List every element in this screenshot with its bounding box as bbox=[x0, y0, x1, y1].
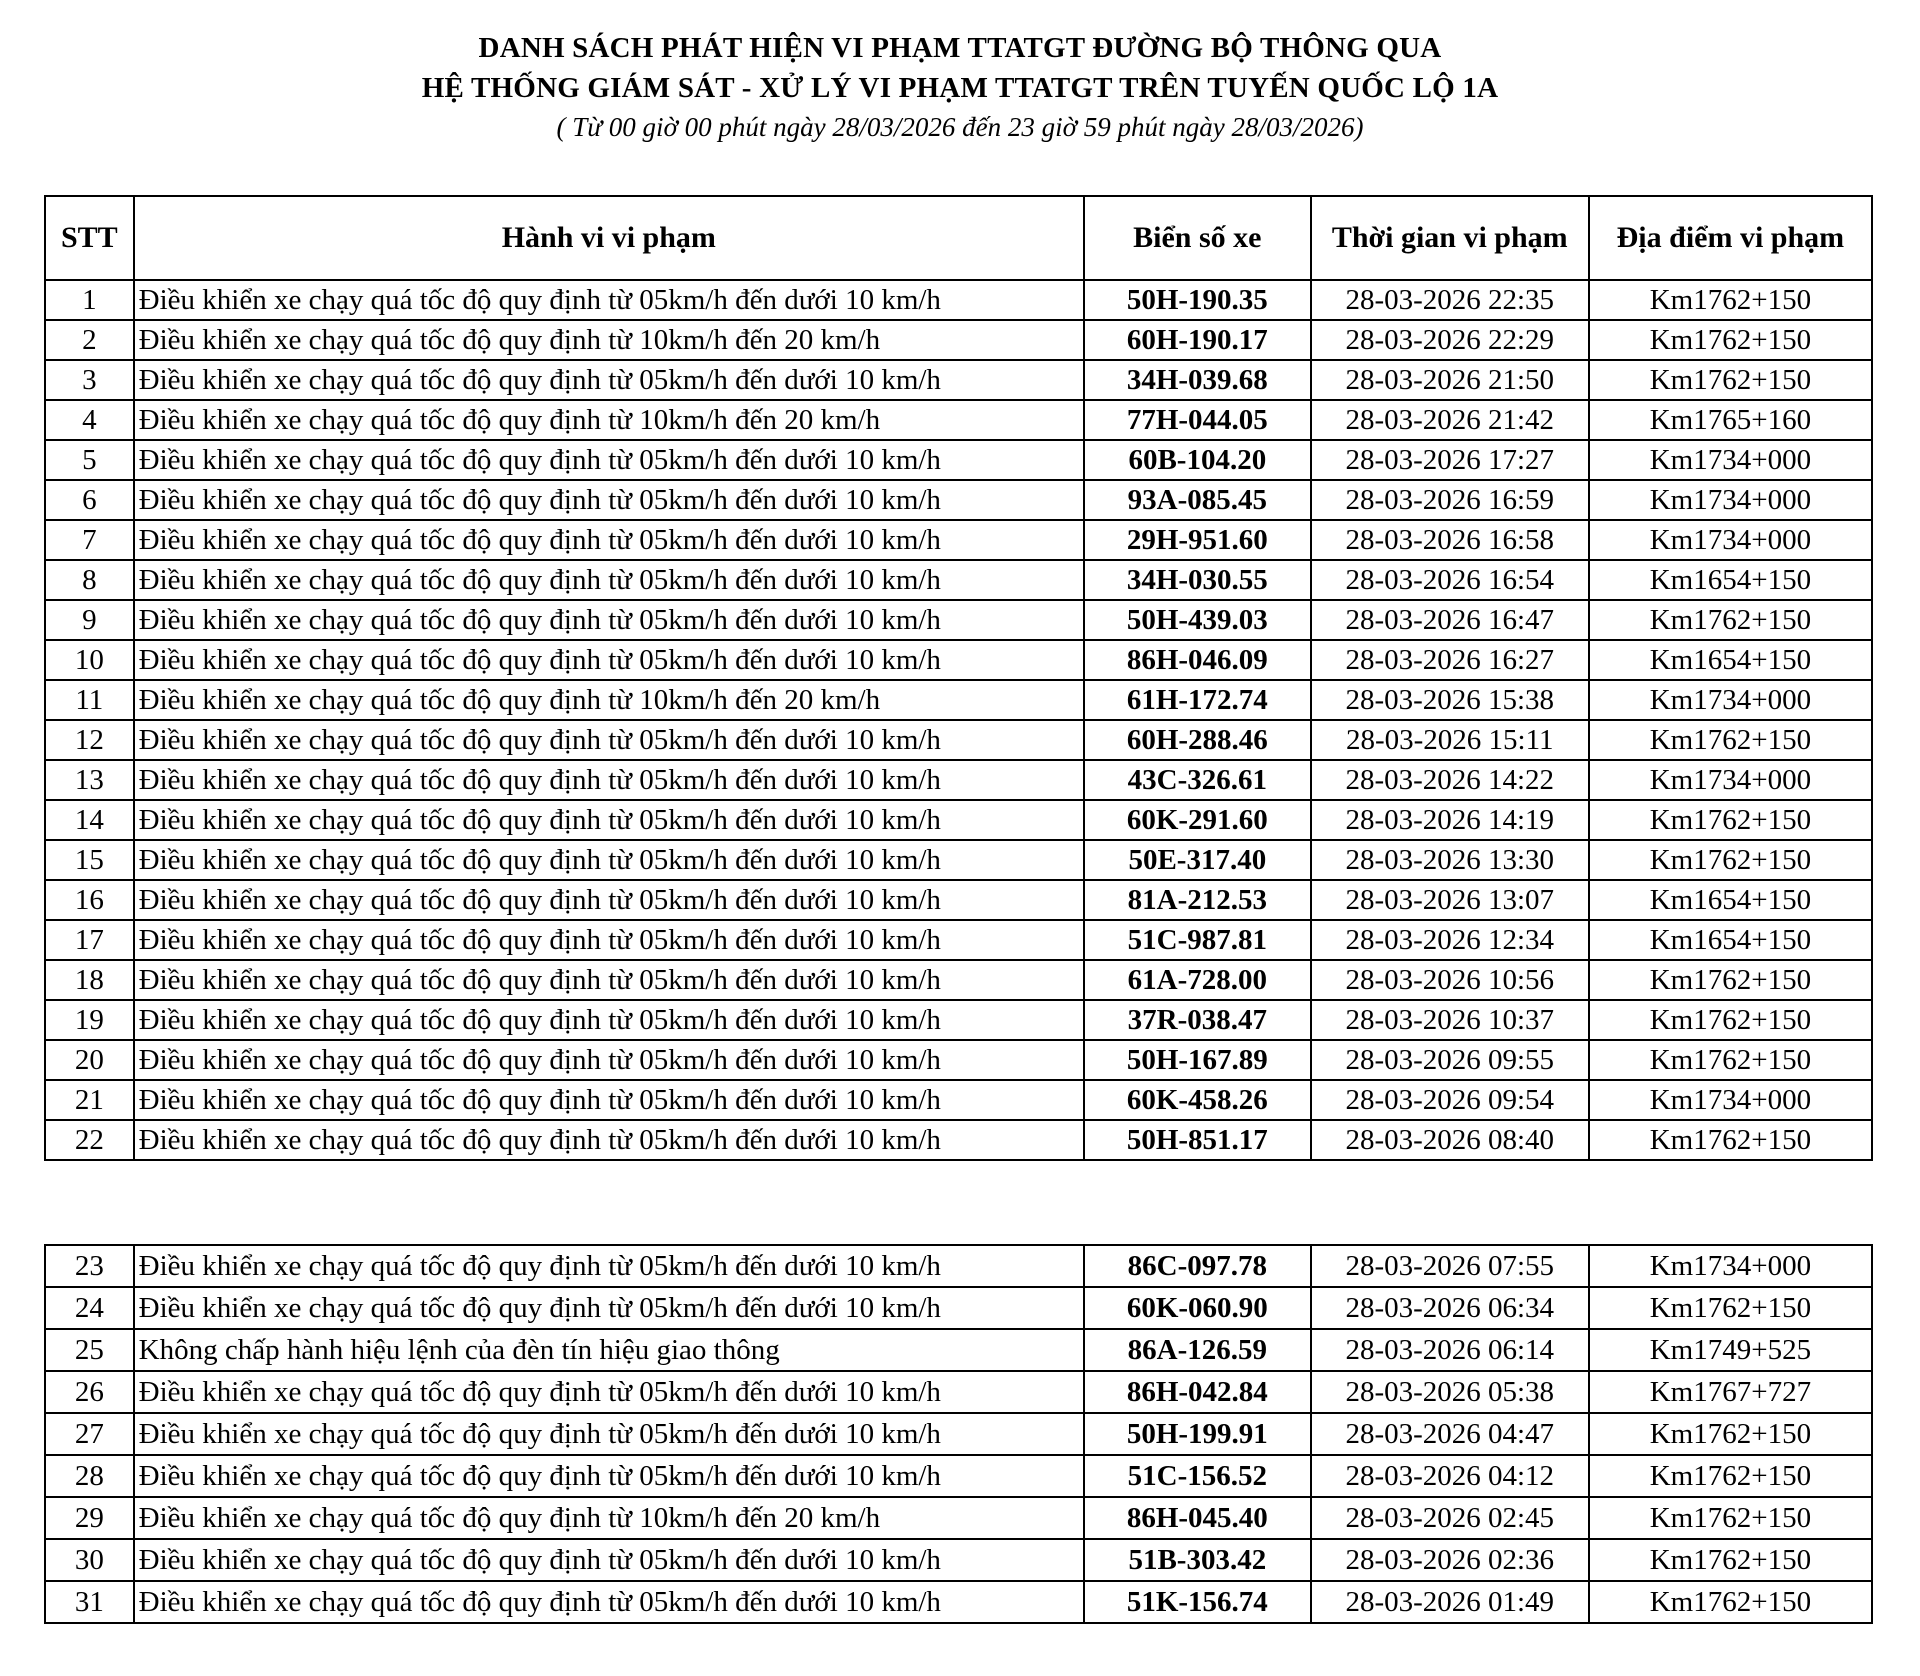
row-violation: Điều khiển xe chạy quá tốc độ quy định từ 10km/h đến 20 km/h bbox=[134, 1497, 1084, 1539]
document-title-line-2: HỆ THỐNG GIÁM SÁT - XỬ LÝ VI PHẠM TTATGT TRÊN TUYẾN QUỐC LỘ 1A bbox=[421, 72, 1499, 104]
row-location: Km1762+150 bbox=[1589, 1581, 1872, 1623]
table-row bbox=[45, 480, 1872, 520]
row-stt: 15 bbox=[45, 840, 134, 880]
row-time: 28-03-2026 06:14 bbox=[1311, 1329, 1589, 1371]
row-time: 28-03-2026 08:40 bbox=[1311, 1120, 1589, 1160]
row-stt: 25 bbox=[45, 1329, 134, 1371]
row-violation: Điều khiển xe chạy quá tốc độ quy định từ 05km/h đến dưới 10 km/h bbox=[134, 840, 1084, 880]
row-violation: Điều khiển xe chạy quá tốc độ quy định từ 05km/h đến dưới 10 km/h bbox=[134, 1371, 1084, 1413]
row-stt: 16 bbox=[45, 880, 134, 920]
row-violation: Điều khiển xe chạy quá tốc độ quy định từ 05km/h đến dưới 10 km/h bbox=[134, 280, 1084, 320]
table-row bbox=[45, 1329, 1872, 1371]
row-time: 28-03-2026 21:42 bbox=[1311, 400, 1589, 440]
row-time: 28-03-2026 14:19 bbox=[1311, 800, 1589, 840]
row-location: Km1762+150 bbox=[1589, 1497, 1872, 1539]
row-time: 28-03-2026 22:35 bbox=[1311, 280, 1589, 320]
row-location: Km1654+150 bbox=[1589, 560, 1872, 600]
row-violation: Điều khiển xe chạy quá tốc độ quy định từ 05km/h đến dưới 10 km/h bbox=[134, 480, 1084, 520]
row-time: 28-03-2026 04:12 bbox=[1311, 1455, 1589, 1497]
table-row bbox=[45, 1539, 1872, 1581]
row-location: Km1734+000 bbox=[1589, 1245, 1872, 1287]
row-violation: Điều khiển xe chạy quá tốc độ quy định từ 05km/h đến dưới 10 km/h bbox=[134, 520, 1084, 560]
row-stt: 2 bbox=[45, 320, 134, 360]
row-location: Km1762+150 bbox=[1589, 800, 1872, 840]
row-time: 28-03-2026 13:07 bbox=[1311, 880, 1589, 920]
row-time: 28-03-2026 01:49 bbox=[1311, 1581, 1589, 1623]
row-plate: 50H-167.89 bbox=[1084, 1040, 1311, 1080]
row-plate: 51C-987.81 bbox=[1084, 920, 1311, 960]
row-time: 28-03-2026 16:58 bbox=[1311, 520, 1589, 560]
row-stt: 28 bbox=[45, 1455, 134, 1497]
row-stt: 8 bbox=[45, 560, 134, 600]
table-row bbox=[45, 360, 1872, 400]
table-row bbox=[45, 840, 1872, 880]
row-stt: 27 bbox=[45, 1413, 134, 1455]
row-location: Km1762+150 bbox=[1589, 1120, 1872, 1160]
row-violation: Điều khiển xe chạy quá tốc độ quy định từ 05km/h đến dưới 10 km/h bbox=[134, 1413, 1084, 1455]
row-location: Km1765+160 bbox=[1589, 400, 1872, 440]
row-plate: 60H-190.17 bbox=[1084, 320, 1311, 360]
row-stt: 26 bbox=[45, 1371, 134, 1413]
row-stt: 1 bbox=[45, 280, 134, 320]
row-location: Km1762+150 bbox=[1589, 280, 1872, 320]
row-location: Km1762+150 bbox=[1589, 600, 1872, 640]
row-time: 28-03-2026 05:38 bbox=[1311, 1371, 1589, 1413]
row-time: 28-03-2026 06:34 bbox=[1311, 1287, 1589, 1329]
row-stt: 9 bbox=[45, 600, 134, 640]
header-stt: STT bbox=[45, 196, 134, 280]
row-time: 28-03-2026 10:37 bbox=[1311, 1000, 1589, 1040]
table-body-part-2 bbox=[45, 1245, 1872, 1623]
row-time: 28-03-2026 12:34 bbox=[1311, 920, 1589, 960]
row-plate: 37R-038.47 bbox=[1084, 1000, 1311, 1040]
row-time: 28-03-2026 17:27 bbox=[1311, 440, 1589, 480]
table-row bbox=[45, 520, 1872, 560]
table-row bbox=[45, 880, 1872, 920]
row-stt: 18 bbox=[45, 960, 134, 1000]
header-plate: Biển số xe bbox=[1084, 196, 1311, 280]
row-location: Km1654+150 bbox=[1589, 920, 1872, 960]
row-plate: 93A-085.45 bbox=[1084, 480, 1311, 520]
row-stt: 31 bbox=[45, 1581, 134, 1623]
row-time: 28-03-2026 10:56 bbox=[1311, 960, 1589, 1000]
row-time: 28-03-2026 09:55 bbox=[1311, 1040, 1589, 1080]
table-row bbox=[45, 800, 1872, 840]
row-violation: Điều khiển xe chạy quá tốc độ quy định từ 05km/h đến dưới 10 km/h bbox=[134, 760, 1084, 800]
header-location: Địa điểm vi phạm bbox=[1589, 196, 1872, 280]
row-plate: 29H-951.60 bbox=[1084, 520, 1311, 560]
table-row bbox=[45, 1080, 1872, 1120]
row-plate: 81A-212.53 bbox=[1084, 880, 1311, 920]
row-violation: Điều khiển xe chạy quá tốc độ quy định từ 05km/h đến dưới 10 km/h bbox=[134, 1080, 1084, 1120]
table-row bbox=[45, 1371, 1872, 1413]
row-stt: 22 bbox=[45, 1120, 134, 1160]
table-row bbox=[45, 1581, 1872, 1623]
row-violation: Điều khiển xe chạy quá tốc độ quy định từ 05km/h đến dưới 10 km/h bbox=[134, 360, 1084, 400]
row-time: 28-03-2026 02:45 bbox=[1311, 1497, 1589, 1539]
row-location: Km1762+150 bbox=[1589, 360, 1872, 400]
row-stt: 5 bbox=[45, 440, 134, 480]
row-location: Km1762+150 bbox=[1589, 1455, 1872, 1497]
row-time: 28-03-2026 07:55 bbox=[1311, 1245, 1589, 1287]
row-violation: Điều khiển xe chạy quá tốc độ quy định từ 05km/h đến dưới 10 km/h bbox=[134, 1000, 1084, 1040]
document-header bbox=[0, 28, 1920, 146]
row-stt: 29 bbox=[45, 1497, 134, 1539]
row-location: Km1762+150 bbox=[1589, 320, 1872, 360]
row-stt: 11 bbox=[45, 680, 134, 720]
row-stt: 13 bbox=[45, 760, 134, 800]
row-location: Km1767+727 bbox=[1589, 1371, 1872, 1413]
row-violation: Điều khiển xe chạy quá tốc độ quy định từ 05km/h đến dưới 10 km/h bbox=[134, 440, 1084, 480]
row-location: Km1654+150 bbox=[1589, 640, 1872, 680]
table-row bbox=[45, 1413, 1872, 1455]
row-stt: 6 bbox=[45, 480, 134, 520]
row-location: Km1762+150 bbox=[1589, 1287, 1872, 1329]
row-location: Km1734+000 bbox=[1589, 1080, 1872, 1120]
row-violation: Không chấp hành hiệu lệnh của đèn tín hiệu giao thông bbox=[134, 1329, 1084, 1371]
row-violation: Điều khiển xe chạy quá tốc độ quy định từ 05km/h đến dưới 10 km/h bbox=[134, 1287, 1084, 1329]
row-location: Km1762+150 bbox=[1589, 1040, 1872, 1080]
row-time: 28-03-2026 21:50 bbox=[1311, 360, 1589, 400]
row-violation: Điều khiển xe chạy quá tốc độ quy định từ 05km/h đến dưới 10 km/h bbox=[134, 1455, 1084, 1497]
row-stt: 17 bbox=[45, 920, 134, 960]
row-plate: 86A-126.59 bbox=[1084, 1329, 1311, 1371]
table-row bbox=[45, 600, 1872, 640]
row-time: 28-03-2026 22:29 bbox=[1311, 320, 1589, 360]
table-row bbox=[45, 720, 1872, 760]
row-time: 28-03-2026 15:11 bbox=[1311, 720, 1589, 760]
row-plate: 34H-039.68 bbox=[1084, 360, 1311, 400]
table-row bbox=[45, 1040, 1872, 1080]
row-time: 28-03-2026 14:22 bbox=[1311, 760, 1589, 800]
row-plate: 34H-030.55 bbox=[1084, 560, 1311, 600]
row-violation: Điều khiển xe chạy quá tốc độ quy định từ 05km/h đến dưới 10 km/h bbox=[134, 880, 1084, 920]
row-plate: 50H-190.35 bbox=[1084, 280, 1311, 320]
table-row bbox=[45, 920, 1872, 960]
row-violation: Điều khiển xe chạy quá tốc độ quy định từ 10km/h đến 20 km/h bbox=[134, 320, 1084, 360]
violations-table-part-2 bbox=[44, 1244, 1873, 1624]
row-location: Km1734+000 bbox=[1589, 440, 1872, 480]
document-date-range: ( Từ 00 giờ 00 phút ngày 28/03/2026 đến 23 giờ 59 phút ngày 28/03/2026) bbox=[556, 112, 1364, 142]
row-violation: Điều khiển xe chạy quá tốc độ quy định từ 05km/h đến dưới 10 km/h bbox=[134, 960, 1084, 1000]
table-row bbox=[45, 560, 1872, 600]
row-stt: 3 bbox=[45, 360, 134, 400]
row-plate: 60K-060.90 bbox=[1084, 1287, 1311, 1329]
row-time: 28-03-2026 13:30 bbox=[1311, 840, 1589, 880]
row-location: Km1734+000 bbox=[1589, 480, 1872, 520]
row-location: Km1749+525 bbox=[1589, 1329, 1872, 1371]
row-violation: Điều khiển xe chạy quá tốc độ quy định từ 05km/h đến dưới 10 km/h bbox=[134, 720, 1084, 760]
row-location: Km1734+000 bbox=[1589, 520, 1872, 560]
row-stt: 24 bbox=[45, 1287, 134, 1329]
row-time: 28-03-2026 16:27 bbox=[1311, 640, 1589, 680]
row-violation: Điều khiển xe chạy quá tốc độ quy định từ 05km/h đến dưới 10 km/h bbox=[134, 640, 1084, 680]
table-row bbox=[45, 1245, 1872, 1287]
row-location: Km1734+000 bbox=[1589, 760, 1872, 800]
header-time: Thời gian vi phạm bbox=[1311, 196, 1589, 280]
row-violation: Điều khiển xe chạy quá tốc độ quy định từ 05km/h đến dưới 10 km/h bbox=[134, 920, 1084, 960]
row-plate: 60H-288.46 bbox=[1084, 720, 1311, 760]
table-header-row bbox=[45, 196, 1872, 280]
row-violation: Điều khiển xe chạy quá tốc độ quy định từ 05km/h đến dưới 10 km/h bbox=[134, 1040, 1084, 1080]
row-stt: 7 bbox=[45, 520, 134, 560]
table-body-part-1 bbox=[45, 280, 1872, 1160]
row-plate: 60B-104.20 bbox=[1084, 440, 1311, 480]
row-location: Km1762+150 bbox=[1589, 720, 1872, 760]
row-plate: 61A-728.00 bbox=[1084, 960, 1311, 1000]
row-time: 28-03-2026 09:54 bbox=[1311, 1080, 1589, 1120]
row-location: Km1734+000 bbox=[1589, 680, 1872, 720]
row-time: 28-03-2026 15:38 bbox=[1311, 680, 1589, 720]
row-violation: Điều khiển xe chạy quá tốc độ quy định từ 10km/h đến 20 km/h bbox=[134, 400, 1084, 440]
table-row bbox=[45, 400, 1872, 440]
row-violation: Điều khiển xe chạy quá tốc độ quy định từ 05km/h đến dưới 10 km/h bbox=[134, 1581, 1084, 1623]
row-violation: Điều khiển xe chạy quá tốc độ quy định từ 05km/h đến dưới 10 km/h bbox=[134, 800, 1084, 840]
table-row bbox=[45, 1455, 1872, 1497]
row-violation: Điều khiển xe chạy quá tốc độ quy định từ 05km/h đến dưới 10 km/h bbox=[134, 560, 1084, 600]
row-plate: 50H-199.91 bbox=[1084, 1413, 1311, 1455]
row-stt: 30 bbox=[45, 1539, 134, 1581]
row-plate: 51B-303.42 bbox=[1084, 1539, 1311, 1581]
row-stt: 19 bbox=[45, 1000, 134, 1040]
row-violation: Điều khiển xe chạy quá tốc độ quy định từ 05km/h đến dưới 10 km/h bbox=[134, 600, 1084, 640]
row-plate: 86H-046.09 bbox=[1084, 640, 1311, 680]
row-plate: 50H-851.17 bbox=[1084, 1120, 1311, 1160]
row-plate: 50H-439.03 bbox=[1084, 600, 1311, 640]
row-stt: 4 bbox=[45, 400, 134, 440]
row-plate: 86H-045.40 bbox=[1084, 1497, 1311, 1539]
row-stt: 12 bbox=[45, 720, 134, 760]
table-row bbox=[45, 1120, 1872, 1160]
violations-table-part-1 bbox=[44, 195, 1873, 1161]
row-location: Km1762+150 bbox=[1589, 1000, 1872, 1040]
row-plate: 51C-156.52 bbox=[1084, 1455, 1311, 1497]
table-row bbox=[45, 760, 1872, 800]
row-location: Km1762+150 bbox=[1589, 960, 1872, 1000]
row-plate: 60K-458.26 bbox=[1084, 1080, 1311, 1120]
row-plate: 51K-156.74 bbox=[1084, 1581, 1311, 1623]
document-title-line-1: DANH SÁCH PHÁT HIỆN VI PHẠM TTATGT ĐƯỜNG BỘ THÔNG QUA bbox=[478, 32, 1442, 64]
row-location: Km1654+150 bbox=[1589, 880, 1872, 920]
table-row bbox=[45, 280, 1872, 320]
row-plate: 86C-097.78 bbox=[1084, 1245, 1311, 1287]
table-row bbox=[45, 440, 1872, 480]
row-violation: Điều khiển xe chạy quá tốc độ quy định từ 05km/h đến dưới 10 km/h bbox=[134, 1120, 1084, 1160]
row-location: Km1762+150 bbox=[1589, 1413, 1872, 1455]
header-violation: Hành vi vi phạm bbox=[134, 196, 1084, 280]
row-plate: 77H-044.05 bbox=[1084, 400, 1311, 440]
table-row bbox=[45, 960, 1872, 1000]
row-plate: 86H-042.84 bbox=[1084, 1371, 1311, 1413]
row-plate: 60K-291.60 bbox=[1084, 800, 1311, 840]
table-row bbox=[45, 320, 1872, 360]
row-stt: 20 bbox=[45, 1040, 134, 1080]
table-row bbox=[45, 1287, 1872, 1329]
row-plate: 50E-317.40 bbox=[1084, 840, 1311, 880]
row-plate: 43C-326.61 bbox=[1084, 760, 1311, 800]
table-row bbox=[45, 680, 1872, 720]
row-time: 28-03-2026 16:59 bbox=[1311, 480, 1589, 520]
row-stt: 23 bbox=[45, 1245, 134, 1287]
row-stt: 21 bbox=[45, 1080, 134, 1120]
row-stt: 14 bbox=[45, 800, 134, 840]
row-stt: 10 bbox=[45, 640, 134, 680]
table-row bbox=[45, 640, 1872, 680]
row-violation: Điều khiển xe chạy quá tốc độ quy định từ 10km/h đến 20 km/h bbox=[134, 680, 1084, 720]
row-time: 28-03-2026 16:47 bbox=[1311, 600, 1589, 640]
row-time: 28-03-2026 16:54 bbox=[1311, 560, 1589, 600]
table-row bbox=[45, 1497, 1872, 1539]
row-violation: Điều khiển xe chạy quá tốc độ quy định từ 05km/h đến dưới 10 km/h bbox=[134, 1245, 1084, 1287]
row-plate: 61H-172.74 bbox=[1084, 680, 1311, 720]
row-time: 28-03-2026 02:36 bbox=[1311, 1539, 1589, 1581]
row-violation: Điều khiển xe chạy quá tốc độ quy định từ 05km/h đến dưới 10 km/h bbox=[134, 1539, 1084, 1581]
table-row bbox=[45, 1000, 1872, 1040]
row-time: 28-03-2026 04:47 bbox=[1311, 1413, 1589, 1455]
row-location: Km1762+150 bbox=[1589, 840, 1872, 880]
row-location: Km1762+150 bbox=[1589, 1539, 1872, 1581]
